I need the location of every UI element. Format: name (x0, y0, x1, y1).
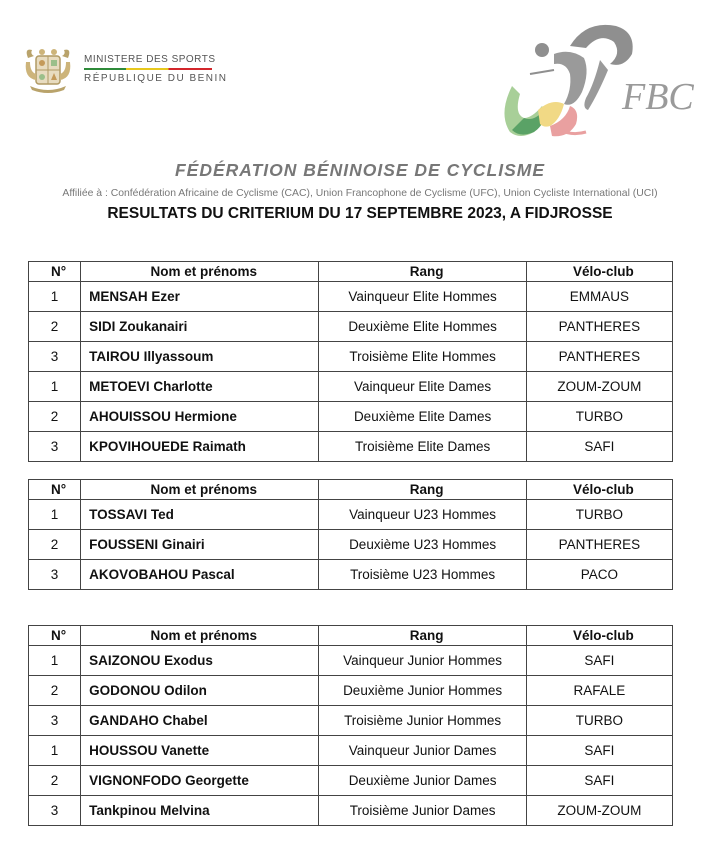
results-table (28, 261, 673, 462)
rider-name: Tankpinou Melvina (81, 796, 319, 826)
rider-rank: Deuxième Elite Dames (319, 402, 526, 432)
rider-rank: Deuxième Junior Hommes (319, 676, 526, 706)
rider-number: 1 (29, 500, 81, 530)
rider-number: 3 (29, 706, 81, 736)
rider-number: 3 (29, 796, 81, 826)
header-club: Vélo-club (526, 262, 672, 282)
rider-number: 2 (29, 312, 81, 342)
rider-club: PANTHERES (526, 312, 672, 342)
header-rank: Rang (319, 262, 526, 282)
rider-number: 2 (29, 402, 81, 432)
rider-club: EMMAUS (526, 282, 672, 312)
rider-name: MENSAH Ezer (81, 282, 319, 312)
rider-name: KPOVIHOUEDE Raimath (81, 432, 319, 462)
table-row (29, 676, 673, 706)
rider-rank: Troisième Elite Hommes (319, 342, 526, 372)
rider-name: SIDI Zoukanairi (81, 312, 319, 342)
rider-club: PANTHERES (526, 530, 672, 560)
rider-club: TURBO (526, 706, 672, 736)
table-header-row (29, 262, 673, 282)
header-number: N° (29, 262, 81, 282)
rider-rank: Deuxième Elite Hommes (319, 312, 526, 342)
fbc-cyclist-logo (490, 14, 705, 144)
table-row (29, 432, 673, 462)
rider-number: 1 (29, 282, 81, 312)
table-row (29, 766, 673, 796)
rider-club: PACO (526, 560, 672, 590)
table-row (29, 796, 673, 826)
rider-name: TAIROU Illyassoum (81, 342, 319, 372)
table-row (29, 706, 673, 736)
rider-club: SAFI (526, 432, 672, 462)
header-number: N° (29, 626, 81, 646)
rider-name: METOEVI Charlotte (81, 372, 319, 402)
rider-number: 1 (29, 736, 81, 766)
rider-rank: Vainqueur Junior Dames (319, 736, 526, 766)
rider-club: SAFI (526, 766, 672, 796)
rider-rank: Troisième Junior Hommes (319, 706, 526, 736)
rider-name: AKOVOBAHOU Pascal (81, 560, 319, 590)
ministry-name: MINISTERE DES SPORTS (84, 54, 216, 65)
rider-number: 2 (29, 530, 81, 560)
rider-club: TURBO (526, 500, 672, 530)
rider-rank: Troisième U23 Hommes (319, 560, 526, 590)
rider-rank: Troisième Junior Dames (319, 796, 526, 826)
rider-number: 2 (29, 766, 81, 796)
fbc-logo-text: FBC (622, 76, 694, 118)
header-name: Nom et prénoms (81, 626, 319, 646)
results-table (28, 625, 673, 826)
rider-club: SAFI (526, 646, 672, 676)
rider-rank: Vainqueur Elite Dames (319, 372, 526, 402)
results-table (28, 479, 673, 590)
rider-number: 1 (29, 646, 81, 676)
rider-club: PANTHERES (526, 342, 672, 372)
results-title: RESULTATS DU CRITERIUM DU 17 SEPTEMBRE 2023, A FIDJROSSE (107, 205, 613, 222)
rider-rank: Vainqueur Junior Hommes (319, 646, 526, 676)
rider-club: TURBO (526, 402, 672, 432)
rider-club: ZOUM-ZOUM (526, 796, 672, 826)
header-number: N° (29, 480, 81, 500)
table-row (29, 402, 673, 432)
rider-club: SAFI (526, 736, 672, 766)
rider-name: SAIZONOU Exodus (81, 646, 319, 676)
table-row (29, 530, 673, 560)
header-name: Nom et prénoms (81, 480, 319, 500)
rider-club: RAFALE (526, 676, 672, 706)
rider-name: GANDAHO Chabel (81, 706, 319, 736)
republic-name: RÉPUBLIQUE DU BENIN (84, 73, 228, 84)
header-rank: Rang (319, 626, 526, 646)
rider-number: 3 (29, 432, 81, 462)
rider-name: VIGNONFODO Georgette (81, 766, 319, 796)
table-row (29, 372, 673, 402)
header-rank: Rang (319, 480, 526, 500)
rider-number: 3 (29, 560, 81, 590)
table-row (29, 736, 673, 766)
header-club: Vélo-club (526, 480, 672, 500)
table-row (29, 312, 673, 342)
affiliation-text: Affiliée à : Confédération Africaine de Cyclisme (CAC), Union Francophone de Cyclisme (UFC), Union Cycliste International (UCI) (62, 188, 658, 199)
rider-number: 3 (29, 342, 81, 372)
rider-rank: Deuxième U23 Hommes (319, 530, 526, 560)
rider-name: AHOUISSOU Hermione (81, 402, 319, 432)
federation-title: FÉDÉRATION BÉNINOISE DE CYCLISME (174, 160, 546, 180)
table-header-row (29, 480, 673, 500)
ministry-text (84, 54, 228, 84)
table-row (29, 282, 673, 312)
rider-rank: Vainqueur Elite Hommes (319, 282, 526, 312)
table-row (29, 500, 673, 530)
rider-name: FOUSSENI Ginairi (81, 530, 319, 560)
rider-number: 2 (29, 676, 81, 706)
table-header-row (29, 626, 673, 646)
rider-number: 1 (29, 372, 81, 402)
header-name: Nom et prénoms (81, 262, 319, 282)
rider-name: GODONOU Odilon (81, 676, 319, 706)
rider-rank: Vainqueur U23 Hommes (319, 500, 526, 530)
benin-coat-of-arms-icon (22, 44, 74, 94)
header-club: Vélo-club (526, 626, 672, 646)
table-row (29, 646, 673, 676)
rider-rank: Troisième Elite Dames (319, 432, 526, 462)
rider-name: TOSSAVI Ted (81, 500, 319, 530)
page-header (0, 0, 720, 150)
rider-club: ZOUM-ZOUM (526, 372, 672, 402)
table-row (29, 560, 673, 590)
rider-name: HOUSSOU Vanette (81, 736, 319, 766)
ministry-block (22, 44, 228, 94)
rider-rank: Deuxième Junior Dames (319, 766, 526, 796)
table-row (29, 342, 673, 372)
